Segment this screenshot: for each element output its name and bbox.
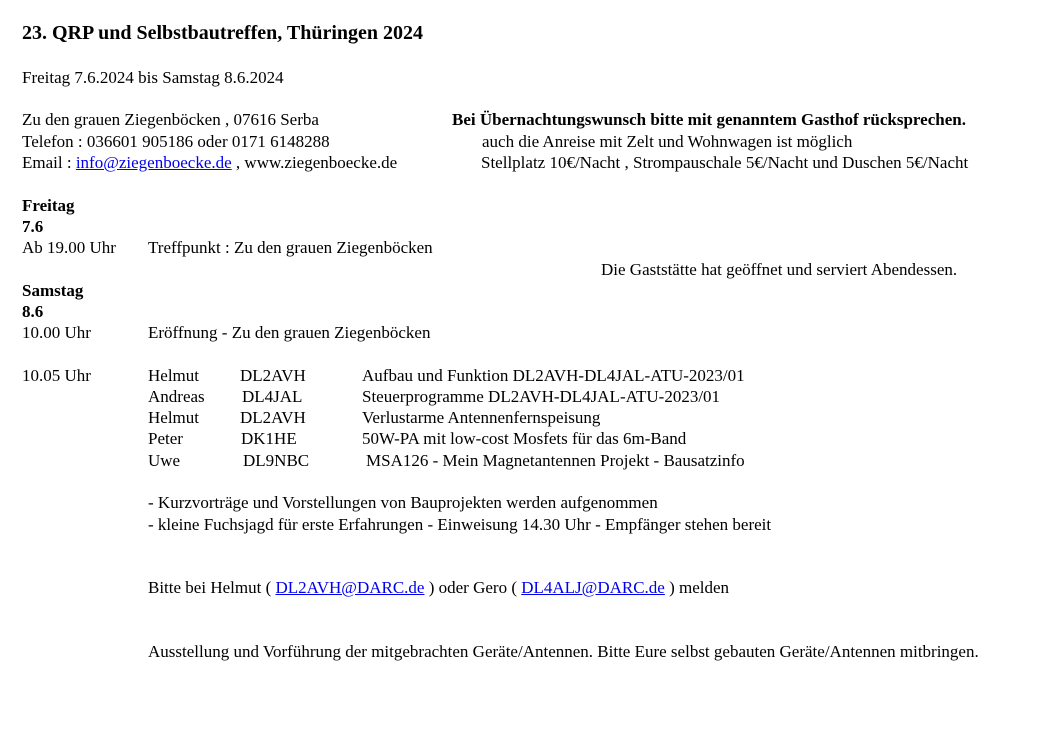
talk-speaker: Helmut [148,366,199,385]
talk-topic: Steuerprogramme DL2AVH-DL4JAL-ATU-2023/01 [362,387,721,406]
opening-event: Eröffnung - Zu den grauen Ziegenböcken [148,323,431,342]
talk-speaker: Peter [148,429,183,448]
talk-topic: Aufbau und Funktion DL2AVH-DL4JAL-ATU-2023/01 [362,366,745,385]
talk-topic: MSA126 - Mein Magnetantennen Projekt - Bausatzinfo [366,451,745,470]
registration-suffix: ) melden [664,578,730,597]
email-suffix: , www.ziegenboecke.de [231,153,398,172]
talk-topic: 50W-PA mit low-cost Mosfets für das 6m-Band [362,429,687,448]
opening-time: 10.00 Uhr [22,323,91,342]
registration-middle: ) oder Gero ( [424,578,522,597]
friday-note: Die Gaststätte hat geöffnet und serviert Abendessen. [601,260,958,279]
talk-callsign: DL4JAL [242,387,303,406]
friday-time: Ab 19.00 Uhr [22,238,116,257]
saturday-date: 8.6 [22,302,44,321]
phone-text: Telefon : 036601 905186 oder 0171 6148288 [22,132,330,151]
talk-topic: Verlustarme Antennenfernspeisung [362,408,601,427]
fox-hunt-note: - kleine Fuchsjagd für erste Erfahrungen - Einweisung 14.30 Uhr - Empfänger stehen bereit [148,515,772,534]
email-prefix: Email : [22,153,76,172]
event-dates: Freitag 7.6.2024 bis Samstag 8.6.2024 [22,68,284,87]
exhibition-note: Ausstellung und Vorführung der mitgebrachten Geräte/Antennen. Bitte Eure selbst gebauten Geräte/Antennen mitbringen. [148,642,979,661]
email-line [22,152,397,173]
talks-time: 10.05 Uhr [22,366,91,385]
address-text: Zu den grauen Ziegenböcken , 07616 Serba [22,110,319,129]
prices-text: Stellplatz 10€/Nacht , Strompauschale 5€/Nacht und Duschen 5€/Nacht [481,153,969,172]
talk-speaker: Uwe [148,451,181,470]
friday-date: 7.6 [22,217,44,236]
talk-callsign: DL9NBC [243,451,310,470]
friday-heading: Freitag [22,196,75,215]
talk-speaker: Helmut [148,408,199,427]
page-title: 23. QRP und Selbstbautreffen, Thüringen 2024 [22,22,424,44]
talk-callsign: DL2AVH [240,366,306,385]
email-link-helmut[interactable]: DL2AVH@DARC.de [275,578,425,597]
registration-line [148,577,729,598]
extra-talks-note: - Kurzvorträge und Vorstellungen von Bauprojekten werden aufgenommen [148,493,658,512]
registration-prefix: Bitte bei Helmut ( [148,578,276,597]
talk-callsign: DL2AVH [240,408,306,427]
lodging-notice: Bei Übernachtungswunsch bitte mit genanntem Gasthof rücksprechen. [452,110,966,129]
saturday-heading: Samstag [22,281,84,300]
talk-speaker: Andreas [148,387,205,406]
email-link-gero[interactable]: DL4ALJ@DARC.de [521,578,665,597]
talk-callsign: DK1HE [241,429,297,448]
camping-text: auch die Anreise mit Zelt und Wohnwagen ist möglich [482,132,853,151]
email-link[interactable]: info@ziegenboecke.de [75,153,232,172]
friday-event: Treffpunkt : Zu den grauen Ziegenböcken [148,238,433,257]
